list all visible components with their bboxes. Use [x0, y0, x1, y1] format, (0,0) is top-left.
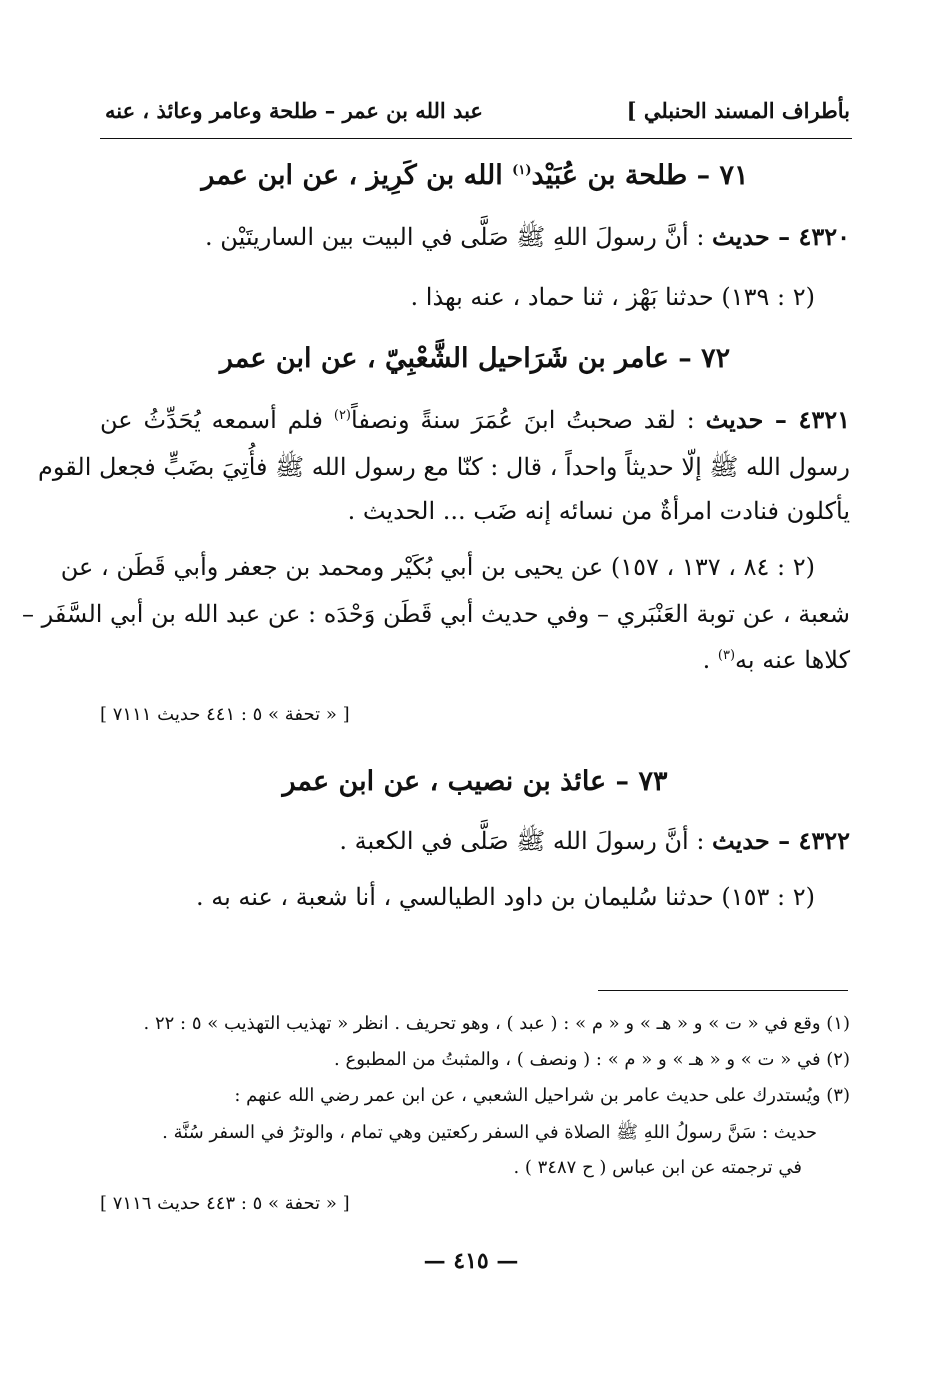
- section-title-71-part2: الله بن كَرِيز ، عن ابن عمر: [201, 160, 513, 191]
- hadith-text-4321-b: فلم أسمعه يُحَدِّثُ عن: [100, 406, 334, 434]
- page-number: — ٤١٥ —: [423, 1248, 519, 1274]
- hadith-source-4322: (٢ : ١٥٣) حدثنا سُليمان بن داود الطيالسي ، أنا شعبة ، عنه به .: [195, 883, 815, 911]
- hadith-number-4320: ٤٣٢٠ – حديث: [712, 222, 850, 251]
- running-header: [105, 92, 850, 128]
- hadith-text-4322: : أنَّ رسولَ الله ﷺ صَلَّى في الكعبة .: [339, 827, 713, 855]
- section-title-72: ٧٢ – عامر بن شَرَاحيل الشَّعْبِيّ ، عن ابن عمر: [219, 343, 731, 374]
- hadith-4321-line1: [100, 405, 850, 434]
- footnote-3-hadith: حديث : سَنَّ رسولُ اللهِ ﷺ الصلاة في السفر ركعتين وهي تمام ، والوترُ في السفر سُنَّة .: [162, 1122, 817, 1143]
- hadith-source-4321-line3: [100, 646, 850, 674]
- hadith-text-4321-a: : لقد صحبتُ ابنَ عُمَرَ سنةً ونصفاً: [351, 406, 706, 434]
- hadith-4320: [100, 222, 850, 257]
- hadith-source-4321-text: كلاها عنه به: [735, 646, 850, 674]
- header-book-title: بأطراف المسند الحنبلي ]: [626, 97, 850, 123]
- hadith-4321-line3: يأكلون فنادت امرأةٌ من نسائه إنه ضَب ... الحديث .: [347, 497, 850, 525]
- footnote-ref-3[interactable]: (٣): [717, 648, 736, 663]
- hadith-text-4320: : أنَّ رسولَ اللهِ ﷺ صَلَّى في البيت بين الساريتَيْن .: [205, 223, 713, 251]
- footnote-2: (٢) في « ت » و « هـ » و « م » : ( ونصف ) ، والمثبتُ من المطبوع .: [334, 1049, 850, 1070]
- footnote-3: (٣) ويُستدرك على حديث عامر بن شراحيل الشعبي ، عن ابن عمر رضي الله عنهم :: [234, 1085, 850, 1106]
- hadith-source-4321-line2: شعبة ، عن توبة العَنْبَري – وفي حديث أبي قَطَن وَحْدَه : عن عبد الله بن أبي السَّفَر –: [22, 600, 850, 628]
- hadith-source-4320: (٢ : ١٣٩) حدثنا بَهْز ، ثنا حماد ، عنه بهذا .: [410, 283, 815, 311]
- hadith-source-4321-end: .: [702, 646, 718, 674]
- tuhfa-reference-1: [ « تحفة » ٥ : ٤٤١ حديث ٧١١١ ]: [100, 704, 350, 725]
- section-title-71-part1: ٧١ – طلحة بن عُبَيْد: [531, 160, 749, 191]
- hadith-number-4321: ٤٣٢١ – حديث: [705, 405, 850, 434]
- hadith-4322: [100, 826, 850, 861]
- footnote-ref-2[interactable]: (٢): [333, 408, 351, 423]
- tuhfa-reference-2: [ « تحفة » ٥ : ٤٤٣ حديث ٧١١٦ ]: [100, 1193, 350, 1214]
- header-divider: [100, 138, 852, 139]
- hadith-number-4322: ٤٣٢٢ – حديث: [712, 826, 850, 855]
- footnote-3-reference: في ترجمته عن ابن عباس ( ح ٣٤٨٧ ) .: [513, 1157, 802, 1178]
- section-title-71: [100, 160, 850, 191]
- hadith-4321-line2: رسول الله ﷺ إلّا حديثاً واحداً ، قال : كنّا مع رسول الله ﷺ فأُتِيَ بضَبٍّ فجعل القوم: [37, 453, 850, 481]
- footnote-divider: [598, 990, 848, 991]
- footnote-ref-1[interactable]: (١): [512, 163, 532, 178]
- hadith-source-4321-line1: (٢ : ٨٤ ، ١٣٧ ، ١٥٧) عن يحيى بن أبي بُكَيْر ومحمد بن جعفر وأبي قَطَن ، عن: [60, 553, 815, 581]
- header-section-title: عبد الله بن عمر – طلحة وعامر وعائذ ، عنه: [105, 97, 483, 123]
- footnote-1: (١) وقع في « ت » و « هـ » و « م » : ( عبد ) ، وهو تحريف . انظر « تهذيب التهذيب » ٥ : ٢٢ .: [143, 1013, 850, 1034]
- section-title-73: ٧٣ – عائذ بن نصيب ، عن ابن عمر: [282, 766, 668, 797]
